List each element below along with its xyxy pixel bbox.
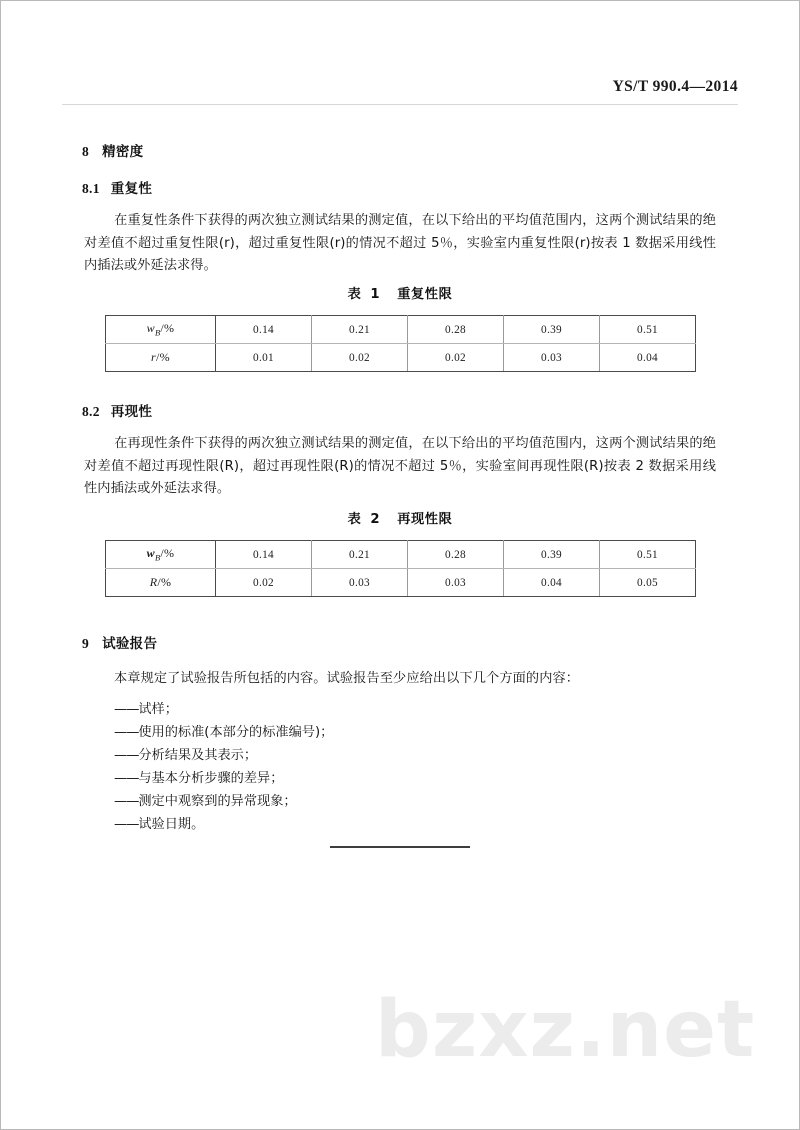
table-2-cell: 0.03 [312,569,408,597]
list-item-label: 分析结果及其表示； [138,748,258,763]
table-2-cell: 0.21 [312,541,408,569]
symbol-r-unit: /% [156,350,170,364]
table-2-label: 表 [347,512,362,527]
clause-8-2-number: 8.2 [82,404,100,419]
clause-8-heading [82,140,143,160]
list-dash: —— [114,725,139,740]
test-report-paragraph [84,668,716,691]
list-item [114,813,333,836]
table-2-number: 2 [370,512,381,527]
table-row [106,316,696,344]
clause-8-2-title: 再现性 [110,404,153,420]
table-2-cell: 0.04 [504,569,600,597]
clause-8-1-number: 8.1 [82,181,100,196]
table-row [106,541,696,569]
list-dash: —— [114,794,139,809]
table-1 [105,315,696,372]
symbol-R-unit: /% [157,575,172,589]
list-item-label: 与基本分析步骤的差异； [138,771,284,786]
clause-8-1-title: 重复性 [110,181,153,197]
clause-8-1-heading [82,177,152,197]
page-header [62,78,738,108]
table-1-row-label-r [106,344,216,372]
watermark: bzxz.net [375,985,756,1075]
table-1-cell: 0.01 [216,344,312,372]
table-2-caption [0,508,800,527]
table-1-cell: 0.14 [216,316,312,344]
table-1-row-label-w [106,316,216,344]
reproducibility-paragraph-text: 在再现性条件下获得的两次独立测试结果的测定值，在以下给出的平均值范围内，这两个测试结果的绝对差值不超过再现性限(R)，超过再现性限(R)的情况不超过 5％，实验室间再现性限(R)按表 2 数据采用线性内插法或外延法求得。 [84,436,716,496]
reproducibility-paragraph [84,433,716,501]
table-1-number: 1 [370,287,381,302]
table-1-cell: 0.04 [600,344,696,372]
list-item-label: 试验日期。 [138,817,205,832]
end-of-document-rule [330,846,470,848]
clause-8-number: 8 [82,144,90,159]
clause-9-heading [82,632,157,652]
table-2-container [105,540,696,597]
symbol-w-subscript: B [154,328,161,338]
list-item-label: 测定中观察到的异常现象； [138,794,297,809]
table-1-cell: 0.21 [312,316,408,344]
table-2-cell: 0.28 [408,541,504,569]
table-2-cell: 0.03 [408,569,504,597]
test-report-item-list [114,698,333,836]
clause-9-number: 9 [82,636,90,651]
repeatability-paragraph [84,210,716,278]
symbol-w: w [146,546,155,561]
symbol-r: r [151,350,157,364]
table-2-cell: 0.05 [600,569,696,597]
list-dash: —— [114,771,139,786]
table-row [106,569,696,597]
symbol-R: R [149,575,158,589]
clause-8-2-heading [82,400,152,420]
table-2-title: 再现性限 [397,512,453,527]
list-item-label: 试样； [138,702,178,717]
list-dash: —— [114,702,139,717]
table-1-cell: 0.02 [312,344,408,372]
table-1-title: 重复性限 [397,287,453,302]
list-dash: —— [114,748,139,763]
standard-number: YS/T 990.4—2014 [612,78,738,95]
list-item [114,767,333,790]
clause-9-title: 试验报告 [102,636,158,652]
table-1-container [105,315,696,372]
repeatability-paragraph-text: 在重复性条件下获得的两次独立测试结果的测定值，在以下给出的平均值范围内，这两个测试结果的绝对差值不超过重复性限(r)，超过重复性限(r)的情况不超过 5％，实验室内重复性限(r)按表 1 数据采用线性内插法或外延法求得。 [84,213,716,273]
table-1-cell: 0.39 [504,316,600,344]
table-1-label: 表 [347,287,362,302]
symbol-w-unit: /% [160,546,175,561]
table-1-cell: 0.02 [408,344,504,372]
test-report-paragraph-text: 本章规定了试验报告所包括的内容。试验报告至少应给出以下几个方面的内容： [114,671,580,686]
table-1-cell: 0.28 [408,316,504,344]
table-1-cell: 0.51 [600,316,696,344]
list-item [114,721,333,744]
symbol-w-unit: /% [160,321,175,336]
symbol-w: w [146,321,155,336]
table-2-row-label-R [106,569,216,597]
list-dash: —— [114,817,139,832]
table-2-cell: 0.02 [216,569,312,597]
table-1-caption [0,283,800,302]
symbol-w-subscript: B [154,553,161,563]
table-2-row-label-w [106,541,216,569]
list-item [114,790,333,813]
table-row [106,344,696,372]
table-2 [105,540,696,597]
table-2-cell: 0.14 [216,541,312,569]
list-item [114,744,333,767]
table-1-cell: 0.03 [504,344,600,372]
table-2-cell: 0.39 [504,541,600,569]
list-item-label: 使用的标准(本部分的标准编号)； [138,725,334,740]
clause-8-title: 精密度 [102,144,144,160]
list-item [114,698,333,721]
header-rule [62,104,738,105]
table-2-cell: 0.51 [600,541,696,569]
